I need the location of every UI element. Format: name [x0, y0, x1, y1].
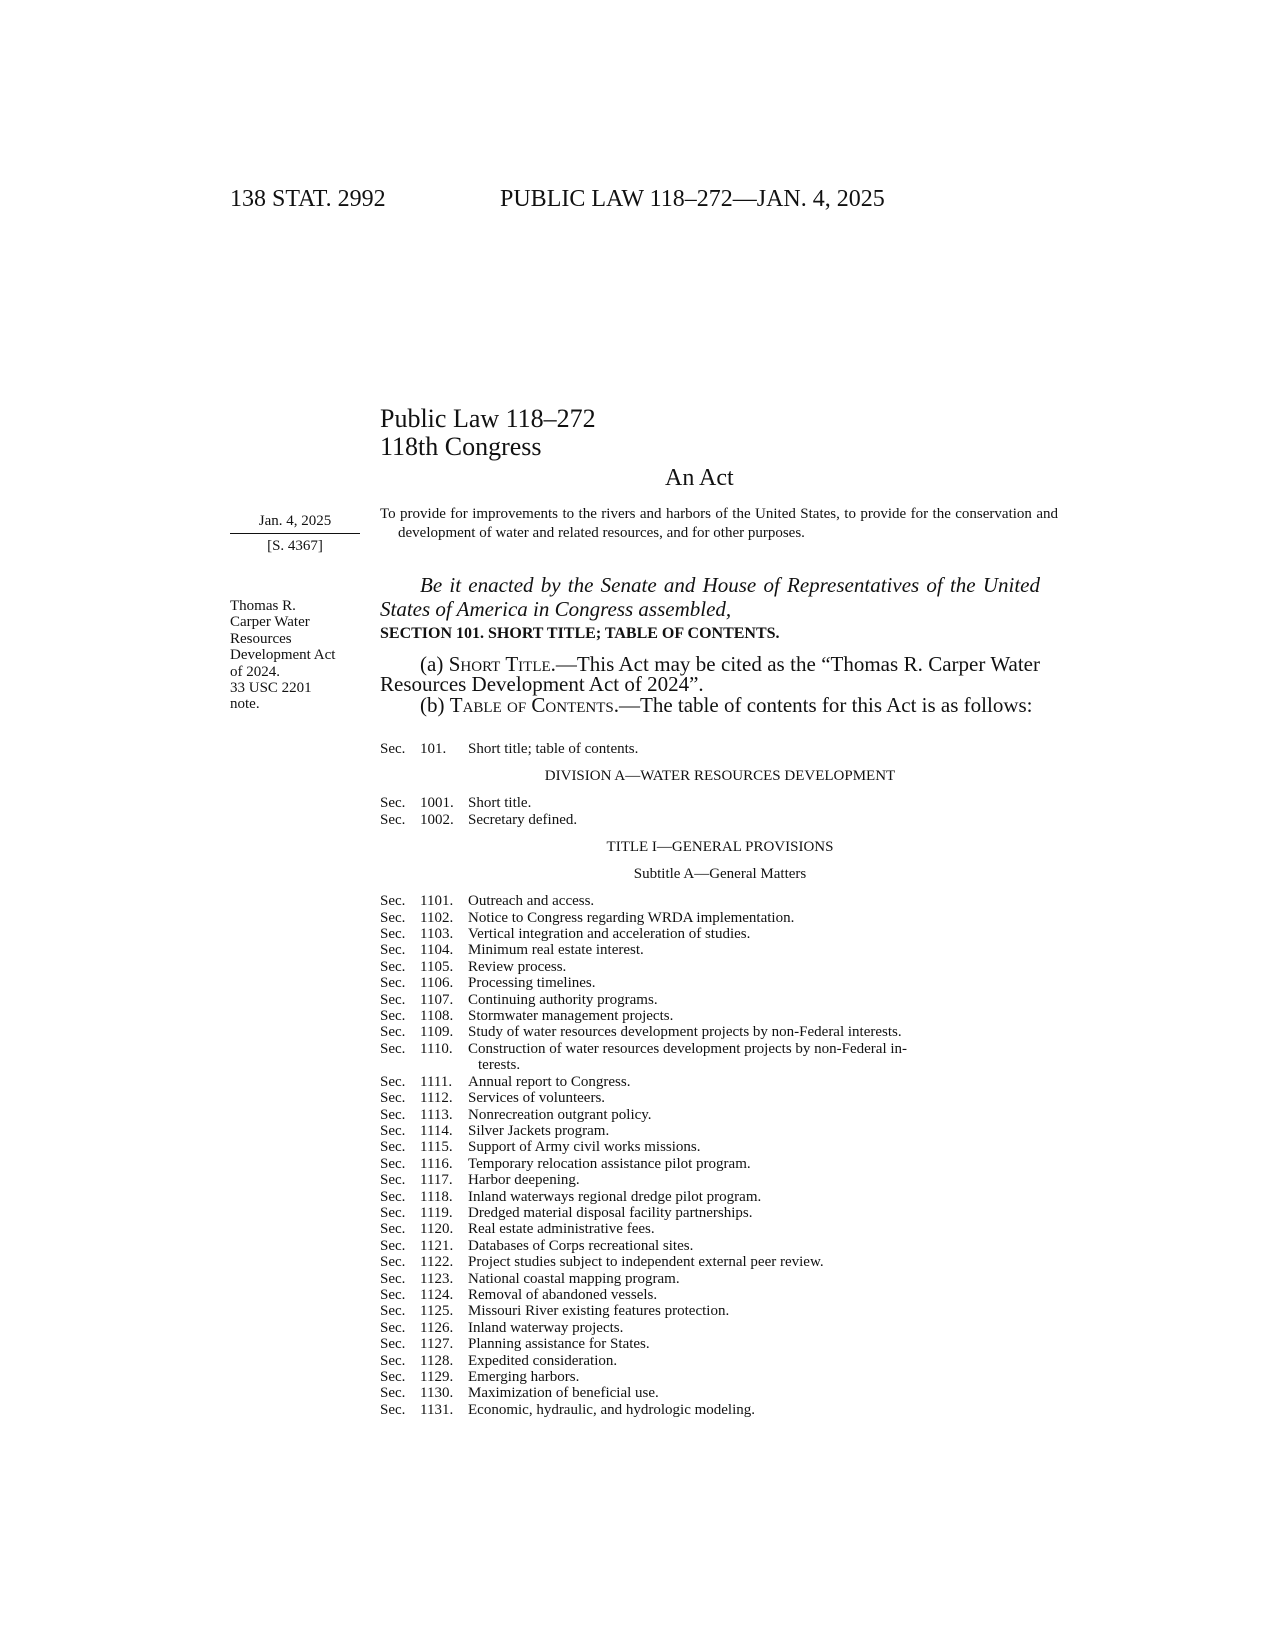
- sidenote-short-title: [230, 598, 365, 713]
- toc-sec-title-continued: terests.: [478, 1057, 521, 1074]
- toc-sec-title: Project studies subject to independent external peer review.: [468, 1254, 824, 1271]
- toc-sec-number: 1118.: [420, 1188, 453, 1205]
- toc-sec-number: 1125.: [420, 1303, 454, 1320]
- toc-sec-number: 1106.: [420, 975, 454, 992]
- toc-sec-title: Harbor deepening.: [468, 1172, 580, 1189]
- toc-sec-title: Real estate administrative fees.: [468, 1221, 655, 1238]
- toc-sec-title: Databases of Corps recreational sites.: [468, 1237, 694, 1254]
- toc-entry: [380, 893, 1040, 909]
- toc-sec-label: Sec.: [380, 1139, 406, 1156]
- running-head-law-date: PUBLIC LAW 118–272—JAN. 4, 2025: [500, 186, 885, 212]
- toc-sec-label: Sec.: [380, 1254, 406, 1271]
- toc-sec-title: Outreach and access.: [468, 893, 595, 910]
- toc-entry: [380, 926, 1040, 942]
- toc-sec-label: Sec.: [380, 1106, 406, 1123]
- paragraph-b-label: (b): [420, 693, 450, 717]
- toc-entry: [380, 1090, 1040, 1106]
- paragraph-b-text: .—The table of contents for this Act is as follows:: [613, 693, 1033, 717]
- toc-sec-number: 101.: [420, 741, 447, 757]
- toc-sec-label: Sec.: [380, 1286, 406, 1303]
- toc-entry: [380, 1320, 1040, 1336]
- toc-sec-label: Sec.: [380, 1204, 406, 1221]
- toc-sec-title: Minimum real estate interest.: [468, 942, 644, 959]
- toc-sec-label: Sec.: [380, 958, 406, 975]
- toc-entry: [380, 975, 1040, 991]
- toc-sec-title: Expedited consideration.: [468, 1352, 618, 1369]
- toc-entry: [380, 1369, 1040, 1385]
- toc-sec-number: 1109.: [420, 1024, 454, 1041]
- stat-page-citation: 138 STAT. 2992: [230, 186, 386, 212]
- toc-sec-number: 1105.: [420, 958, 454, 975]
- toc-sec-label: Sec.: [380, 1303, 406, 1320]
- toc-sec-title: Maximization of beneficial use.: [468, 1385, 659, 1402]
- toc-division-entries: [380, 795, 1040, 828]
- toc-entry: [380, 795, 1040, 811]
- toc-sec-number: 1102.: [420, 909, 454, 926]
- section-heading: SECTION 101. SHORT TITLE; TABLE OF CONTENTS.: [380, 625, 780, 642]
- toc-sec-number: 1114.: [420, 1122, 453, 1139]
- purpose-clause: To provide for improvements to the rivers and harbors of the United States, to provide for the conservation and development of water and related resources, and for other purposes.: [380, 506, 1058, 541]
- toc-sec-number: 1103.: [420, 926, 454, 943]
- toc-sec-label: Sec.: [380, 893, 406, 910]
- toc-entry: [380, 1402, 1040, 1418]
- toc-sec-number: 1111.: [420, 1073, 453, 1090]
- toc-sec-title: Construction of water resources development projects by non-Federal in-: [468, 1040, 908, 1057]
- toc-entry: [380, 1156, 1040, 1172]
- toc-sec-label: Sec.: [380, 975, 406, 992]
- toc-sec-number: 1123.: [420, 1270, 454, 1287]
- toc-sec-number: 1120.: [420, 1221, 454, 1238]
- table-of-contents: [380, 741, 1040, 1418]
- toc-sec-number: 1128.: [420, 1352, 454, 1369]
- toc-sec-number: 1122.: [420, 1254, 454, 1271]
- toc-entry: [380, 1238, 1040, 1254]
- toc-sec-title: Support of Army civil works missions.: [468, 1139, 701, 1156]
- toc-entry: [380, 1189, 1040, 1205]
- toc-sec-label: Sec.: [380, 811, 406, 828]
- sidenote-date-bill: [230, 512, 360, 555]
- toc-sec-number: 1130.: [420, 1385, 454, 1402]
- toc-entry: [380, 812, 1040, 828]
- sidenote-date: Jan. 4, 2025: [230, 512, 360, 534]
- paragraph-b: [380, 695, 1040, 715]
- toc-entry: [380, 741, 1040, 757]
- toc-sec-title: Annual report to Congress.: [468, 1073, 631, 1090]
- toc-sec-title: Economic, hydraulic, and hydrologic modeling.: [468, 1401, 756, 1418]
- toc-sec-label: Sec.: [380, 1401, 406, 1418]
- toc-sec-number: 1113.: [420, 1106, 453, 1123]
- toc-entry: [380, 1172, 1040, 1188]
- toc-entry: [380, 910, 1040, 926]
- toc-sec-label: Sec.: [380, 1040, 406, 1057]
- toc-sec-title: Dredged material disposal facility partnerships.: [468, 1204, 753, 1221]
- toc-sec-number: 1101.: [420, 893, 454, 910]
- toc-sec-label: Sec.: [380, 1024, 406, 1041]
- toc-entry: [380, 1353, 1040, 1369]
- toc-sec-number: 1112.: [420, 1090, 453, 1107]
- toc-sec-label: Sec.: [380, 1270, 406, 1287]
- toc-sec-number: 1119.: [420, 1204, 453, 1221]
- toc-sec-title: Services of volunteers.: [468, 1090, 606, 1107]
- toc-sec-label: Sec.: [380, 1090, 406, 1107]
- toc-sec-label: Sec.: [380, 926, 406, 943]
- paragraph-a: [380, 654, 1040, 694]
- toc-entry: [380, 1287, 1040, 1303]
- toc-sec-number: 1129.: [420, 1369, 454, 1385]
- act-heading: An Act: [665, 465, 734, 491]
- toc-sec-title: Silver Jackets program.: [468, 1122, 610, 1139]
- toc-sec-label: Sec.: [380, 1188, 406, 1205]
- toc-sec-label: Sec.: [380, 942, 406, 959]
- toc-sec-number: 1108.: [420, 1008, 454, 1025]
- toc-sec-title: Temporary relocation assistance pilot program.: [468, 1155, 751, 1172]
- toc-entry: [380, 942, 1040, 958]
- toc-sec-number: 1110.: [420, 1040, 453, 1057]
- toc-sec-label: Sec.: [380, 1008, 406, 1025]
- toc-sec-number: 1117.: [420, 1172, 453, 1189]
- toc-sec-label: Sec.: [380, 1073, 406, 1090]
- sidenote-line: Resources: [230, 630, 292, 647]
- toc-sec-label: Sec.: [380, 1221, 406, 1238]
- sidenote-line: 33 USC 2201: [230, 680, 312, 697]
- toc-entry: [380, 959, 1040, 975]
- toc-sec-number: 1002.: [420, 811, 454, 828]
- toc-entry: [380, 1074, 1040, 1090]
- sidenote-line: Thomas R.: [230, 598, 296, 614]
- toc-sec-title: Secretary defined.: [468, 811, 578, 828]
- toc-entry: [380, 1041, 1040, 1057]
- toc-sec-number: 1115.: [420, 1139, 453, 1156]
- toc-indent-spacer: [380, 1057, 420, 1073]
- sidenote-line: of 2024.: [230, 663, 280, 680]
- toc-sec-label: Sec.: [380, 1155, 406, 1172]
- toc-sec-label: Sec.: [380, 795, 406, 812]
- toc-entry: [380, 1271, 1040, 1287]
- toc-sec-title: Inland waterway projects.: [468, 1319, 624, 1336]
- toc-sec-title: Processing timelines.: [468, 975, 596, 992]
- toc-sec-label: Sec.: [380, 909, 406, 926]
- toc-sec-title: Missouri River existing features protection.: [468, 1303, 730, 1320]
- toc-sec-title: Planning assistance for States.: [468, 1336, 650, 1353]
- toc-sec-title: Short title.: [468, 795, 532, 812]
- toc-subtitle-heading: Subtitle A—General Matters: [633, 866, 807, 883]
- public-law-number: Public Law 118–272: [380, 404, 596, 433]
- toc-entry: [380, 1221, 1040, 1237]
- toc-sec-number: 1001.: [420, 795, 454, 812]
- toc-entry: [380, 1303, 1040, 1319]
- toc-sec-number: 1104.: [420, 942, 454, 959]
- toc-sec-number: 1127.: [420, 1336, 454, 1353]
- law-title-block: [380, 405, 596, 461]
- running-head: [230, 186, 930, 226]
- toc-sec-label: Sec.: [380, 1122, 406, 1139]
- toc-sec-label: Sec.: [380, 1237, 406, 1254]
- sidenote-line: note.: [230, 696, 260, 713]
- toc-entry-continuation: [380, 1057, 1040, 1073]
- toc-entry: [380, 1205, 1040, 1221]
- toc-entry: [380, 1024, 1040, 1040]
- toc-title-heading: TITLE I—GENERAL PROVISIONS: [606, 839, 834, 856]
- toc-sec-number: 1116.: [420, 1155, 453, 1172]
- toc-subtitle-entries: [380, 893, 1040, 1418]
- toc-sec-number: 1124.: [420, 1286, 454, 1303]
- paragraph-a-label: (a): [420, 652, 449, 676]
- sidenote-line: Development Act: [230, 647, 336, 664]
- toc-sec-label: Sec.: [380, 1385, 406, 1402]
- toc-sec-label: Sec.: [380, 1352, 406, 1369]
- toc-entry: [380, 1008, 1040, 1024]
- paragraph-b-caption: Table of Contents: [449, 693, 614, 717]
- toc-sec-title: Study of water resources development projects by non-Federal interests.: [468, 1024, 902, 1041]
- toc-sec-label: Sec.: [380, 1319, 406, 1336]
- toc-sec-title: Emerging harbors.: [468, 1369, 580, 1385]
- toc-division-heading: DIVISION A—WATER RESOURCES DEVELOPMENT: [544, 768, 896, 785]
- toc-indent-spacer: [420, 1057, 468, 1073]
- toc-sec-title: Vertical integration and acceleration of studies.: [468, 926, 751, 943]
- toc-sec-number: 1107.: [420, 991, 454, 1008]
- toc-sec-title: Continuing authority programs.: [468, 991, 658, 1008]
- toc-entry: [380, 992, 1040, 1008]
- toc-entry: [380, 1385, 1040, 1401]
- paragraph-a-caption: Short Title: [448, 652, 551, 676]
- toc-sec-title: Short title; table of contents.: [468, 741, 639, 757]
- toc-sec-title: National coastal mapping program.: [468, 1270, 680, 1287]
- toc-entry: [380, 1123, 1040, 1139]
- toc-sec-title: Notice to Congress regarding WRDA implementation.: [468, 909, 795, 926]
- toc-entry: [380, 1254, 1040, 1270]
- toc-sec-title: Inland waterways regional dredge pilot program.: [468, 1188, 762, 1205]
- toc-sec-number: 1131.: [420, 1401, 454, 1418]
- sidenote-bill-number: [S. 4367]: [267, 538, 323, 554]
- congress-number: 118th Congress: [380, 432, 542, 461]
- paragraph-a-text: .—This Act may be cited as the “Thomas R. Carper Water Resources Development Act of 2024”.: [380, 652, 1040, 696]
- enacting-clause: Be it enacted by the Senate and House of Representatives of the United States of America in Congress assembled,: [380, 573, 1040, 621]
- toc-sec-title: Removal of abandoned vessels.: [468, 1286, 658, 1303]
- toc-sec-label: Sec.: [380, 991, 406, 1008]
- toc-sec-label: Sec.: [380, 1336, 406, 1353]
- toc-sec-number: 1126.: [420, 1319, 454, 1336]
- toc-sec-label: Sec.: [380, 741, 406, 757]
- toc-entry: [380, 1107, 1040, 1123]
- toc-sec-title: Stormwater management projects.: [468, 1008, 674, 1025]
- sidenote-line: Carper Water: [230, 614, 310, 631]
- toc-entry: [380, 1139, 1040, 1155]
- toc-sec-label: Sec.: [380, 1172, 406, 1189]
- toc-entry: [380, 1336, 1040, 1352]
- toc-sec-title: Review process.: [468, 958, 567, 975]
- toc-sec-label: Sec.: [380, 1369, 406, 1385]
- toc-sec-number: 1121.: [420, 1237, 454, 1254]
- toc-sec-title: Nonrecreation outgrant policy.: [468, 1106, 652, 1123]
